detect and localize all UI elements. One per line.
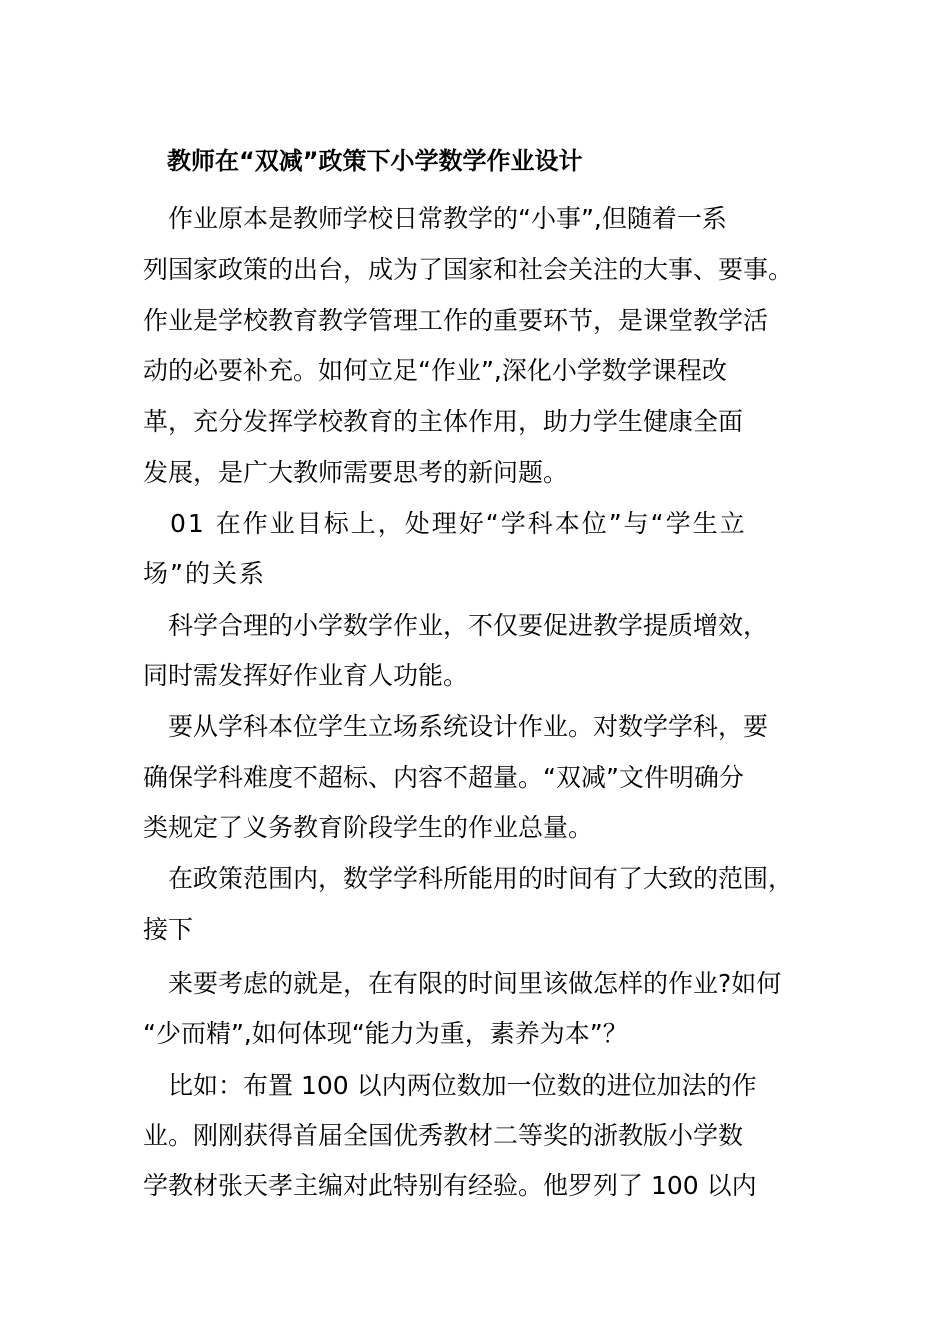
section-heading-line: 01 在作业目标上，处理好“学科本位”与“学生立	[143, 509, 747, 538]
paragraph-line: 动的必要补充。如何立足“作业”,深化小学数学课程改	[143, 356, 727, 385]
paragraph-line: 业。刚刚获得首届全国优秀教材二等奖的浙教版小学数	[143, 1121, 744, 1150]
paragraph-line: 类规定了义务教育阶段学生的作业总量。	[143, 813, 594, 842]
paragraph-line: 学教材张天孝主编对此特别有经验。他罗列了 100 以内	[143, 1171, 757, 1200]
paragraph-line: 确保学科难度不超标、内容不超量。“双减”文件明确分	[143, 763, 744, 792]
paragraph-line: 革，充分发挥学校教育的主体作用，助力学生健康全面	[143, 407, 744, 436]
paragraph-line: 发展，是广大教师需要思考的新问题。	[143, 458, 569, 487]
paragraph-line: “少而精”,如何体现“能力为重，素养为本”？	[143, 1019, 628, 1048]
paragraph-line: 作业原本是教师学校日常教学的“小事”,但随着一系	[143, 204, 727, 233]
paragraph-line: 接下	[143, 915, 194, 944]
paragraph-line: 作业是学校教育教学管理工作的重要环节，是课堂教学活	[143, 306, 769, 335]
paragraph-line: 列国家政策的出台，成为了国家和社会关注的大事、要事。	[143, 255, 794, 284]
document-title: 教师在“双减”政策下小学数学作业设计	[143, 147, 583, 175]
section-heading-line: 场”的关系	[143, 559, 266, 588]
paragraph-line: 同时需发挥好作业育人功能。	[143, 661, 469, 690]
paragraph-line: 科学合理的小学数学作业，不仅要促进教学提质增效，	[143, 611, 769, 640]
paragraph-line: 要从学科本位学生立场系统设计作业。对数学学科，要	[143, 712, 769, 741]
paragraph-line: 在政策范围内，数学学科所能用的时间有了大致的范围，	[143, 864, 794, 893]
paragraph-line: 来要考虑的就是，在有限的时间里该做怎样的作业?如何	[143, 969, 782, 998]
paragraph-line: 比如：布置 100 以内两位数加一位数的进位加法的作	[143, 1071, 757, 1100]
